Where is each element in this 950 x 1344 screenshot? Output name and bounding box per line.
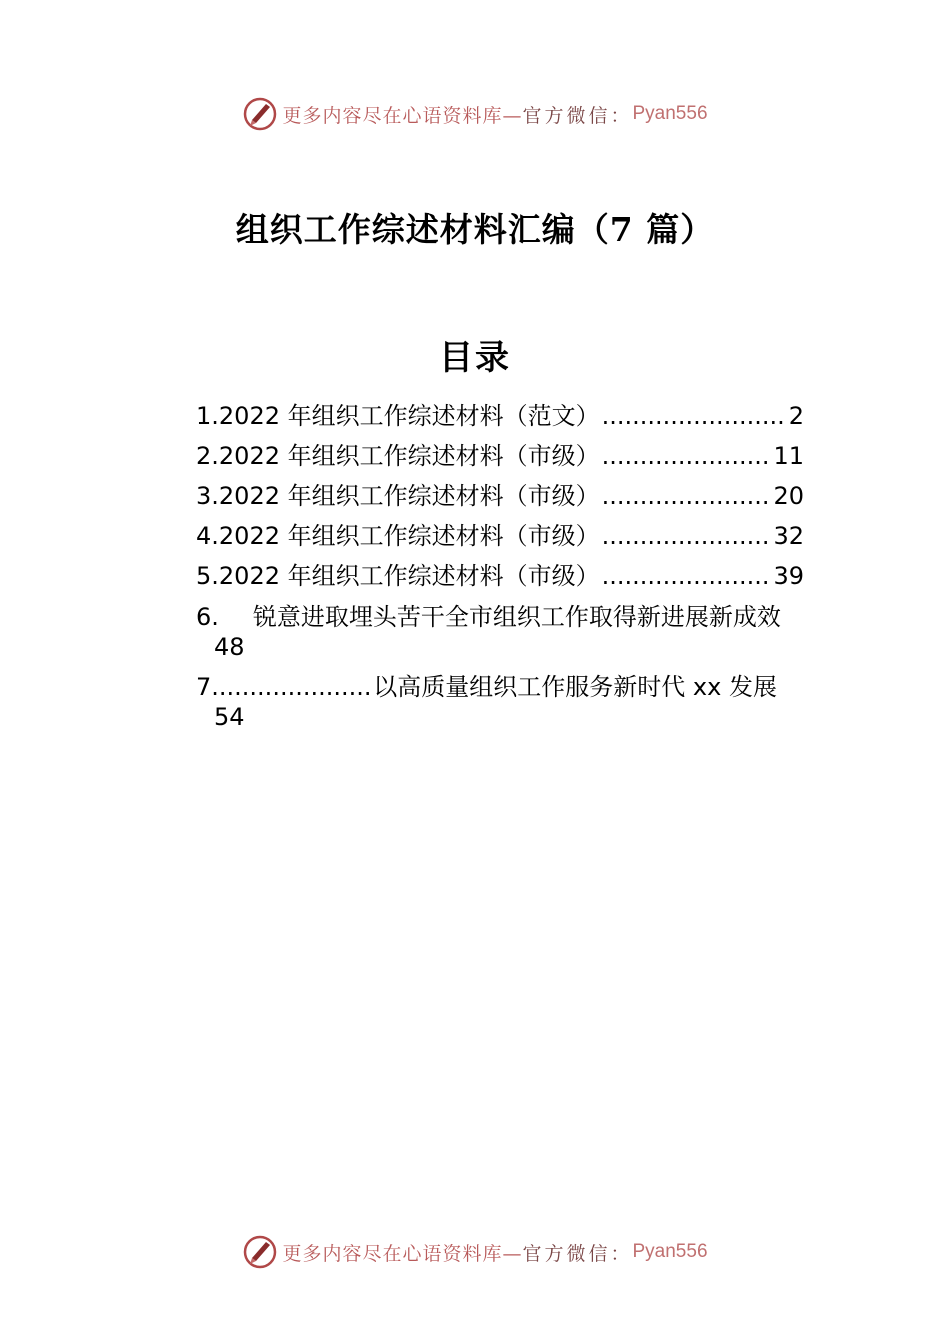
header-banner: [0, 94, 950, 134]
toc-item-text: 2022 年组织工作综述材料（市级）: [218, 522, 600, 550]
toc-item-text: 2022 年组织工作综述材料（市级）: [218, 482, 600, 510]
toc-item-number: 5.: [196, 562, 219, 590]
toc-item-page: 11: [773, 442, 804, 470]
toc-item-1[interactable]: [196, 396, 816, 436]
toc-item-text: 2022 年组织工作综述材料（范文）: [218, 402, 600, 430]
pen-logo-icon: [242, 96, 278, 132]
toc-leader: [211, 672, 373, 702]
banner-text: 更多内容尽在心语资料库—: [282, 1242, 523, 1265]
footer-banner: [0, 1232, 950, 1272]
toc-item-5[interactable]: [196, 556, 816, 596]
toc-item-number: 4.: [196, 522, 219, 550]
toc-leader: [602, 522, 772, 550]
toc-leader: [602, 442, 772, 470]
toc-leader: [602, 562, 772, 590]
banner-wechat-label: 官方微信：: [522, 104, 633, 127]
toc-item-number: 1.: [196, 402, 219, 430]
toc-item-number: 2.: [196, 442, 219, 470]
toc-item-6[interactable]: [196, 602, 816, 662]
pen-logo-icon: [242, 1234, 278, 1270]
toc-item-3[interactable]: [196, 476, 816, 516]
toc-item-number: 7: [196, 673, 212, 701]
toc-item-page: 39: [773, 562, 804, 590]
toc-item-4[interactable]: [196, 516, 816, 556]
toc-item-page: 54: [214, 703, 245, 731]
toc-item-number: 6.: [196, 603, 219, 631]
toc-leader: [602, 402, 787, 430]
toc-leader: [602, 482, 772, 510]
toc-item-2[interactable]: [196, 436, 816, 476]
toc-item-7[interactable]: [196, 672, 816, 732]
banner-text: 更多内容尽在心语资料库—: [282, 104, 523, 127]
toc-item-page: 48: [214, 633, 245, 661]
table-of-contents: [196, 396, 816, 732]
toc-item-page: 32: [773, 522, 804, 550]
banner-wechat-label: 官方微信：: [522, 1242, 633, 1265]
banner-wechat-id: Pyan556: [632, 1241, 708, 1262]
toc-heading: 目录: [439, 338, 511, 378]
banner-wechat-id: Pyan556: [632, 103, 708, 124]
toc-item-page: 20: [773, 482, 804, 510]
toc-item-text: 锐意进取埋头苦干全市组织工作取得新进展新成效: [252, 603, 781, 631]
toc-item-text: 2022 年组织工作综述材料（市级）: [218, 442, 600, 470]
toc-item-page: 2: [788, 402, 804, 430]
toc-item-text: 2022 年组织工作综述材料（市级）: [218, 562, 600, 590]
document-title: 组织工作综述材料汇编（7 篇）: [235, 210, 715, 249]
toc-item-text: 以高质量组织工作服务新时代 xx 发展: [373, 673, 777, 701]
toc-item-number: 3.: [196, 482, 219, 510]
